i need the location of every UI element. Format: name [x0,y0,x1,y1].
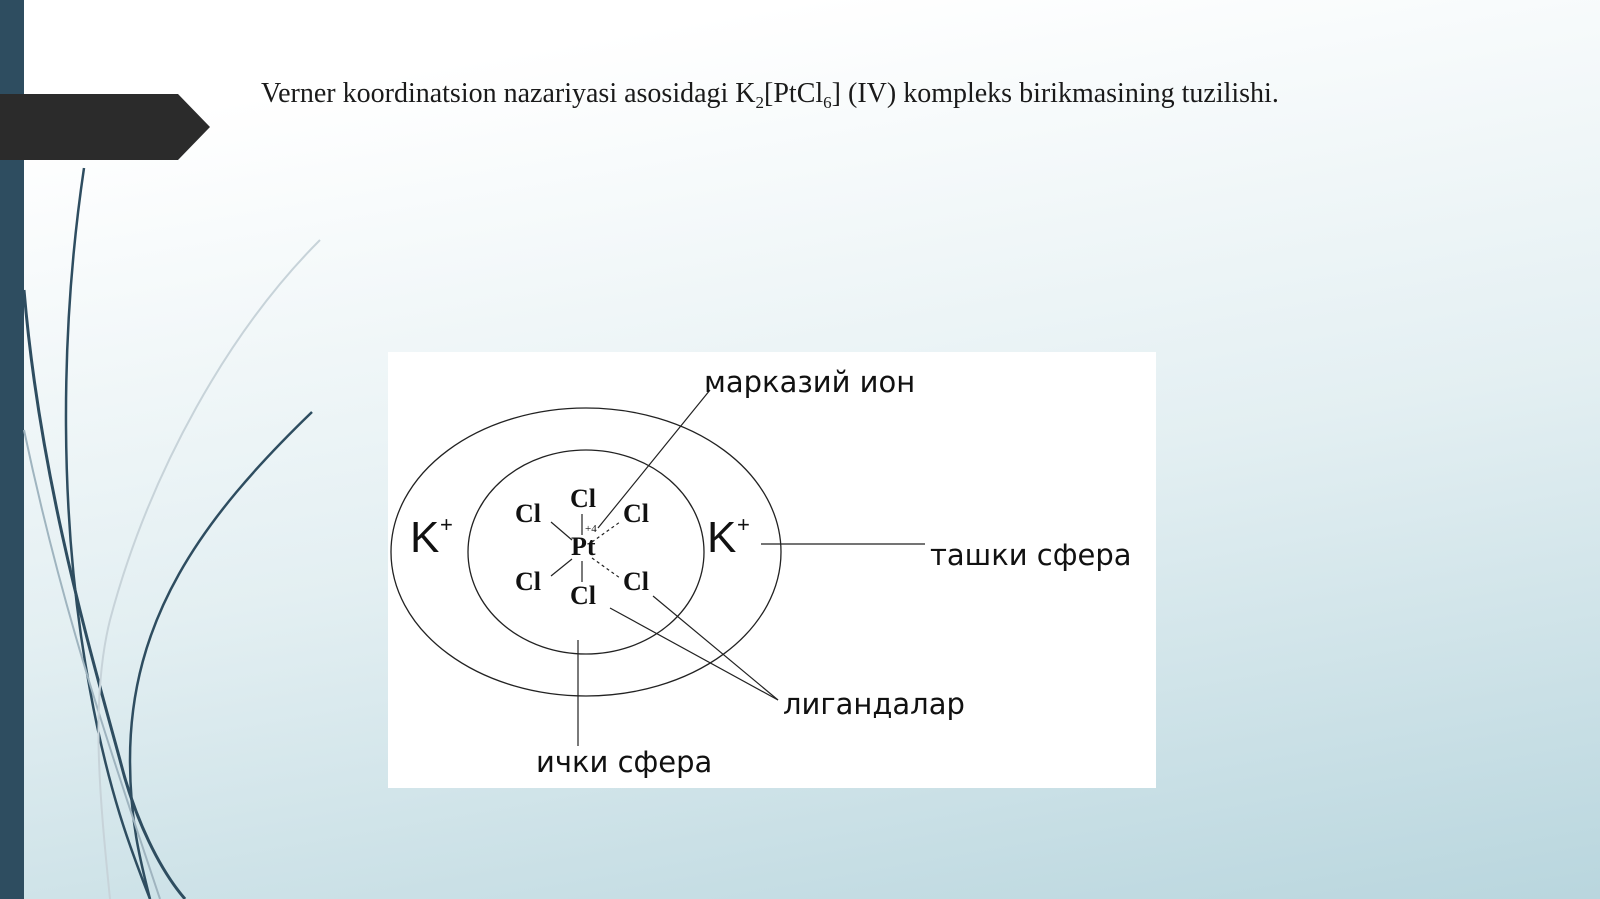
ligand-cl-lower-right: Cl [623,567,649,596]
title-arrow-tab [0,94,210,160]
ligand-cl-upper-right: Cl [623,499,649,528]
outer-ion-right: K [707,513,737,562]
slide-title: Verner koordinatsion nazariyasi asosidagi $K_2[PtCl_6]$ (IV) kompleks birikmasining tuzilishi. [261,78,1279,112]
ligand-cl-upper-left: Cl [515,499,541,528]
ligand-cl-top: Cl [570,484,596,513]
ligand-cl-lower-left: Cl [515,567,541,596]
outer-ion-left-charge: + [440,512,453,537]
outer-ion-left: K [410,513,440,562]
ligand-cl-bottom: Cl [570,581,596,610]
label-central-ion: марказий ион [704,365,916,399]
central-atom-pt: Pt [571,532,596,561]
label-outer-sphere: ташки сфера [930,538,1132,572]
oxidation-state: +4 [585,523,597,535]
label-ligands: лигандалар [783,687,965,721]
label-inner-sphere: ички сфера [536,745,713,779]
outer-ion-right-charge: + [737,512,750,537]
complex-structure-diagram [388,352,1156,788]
